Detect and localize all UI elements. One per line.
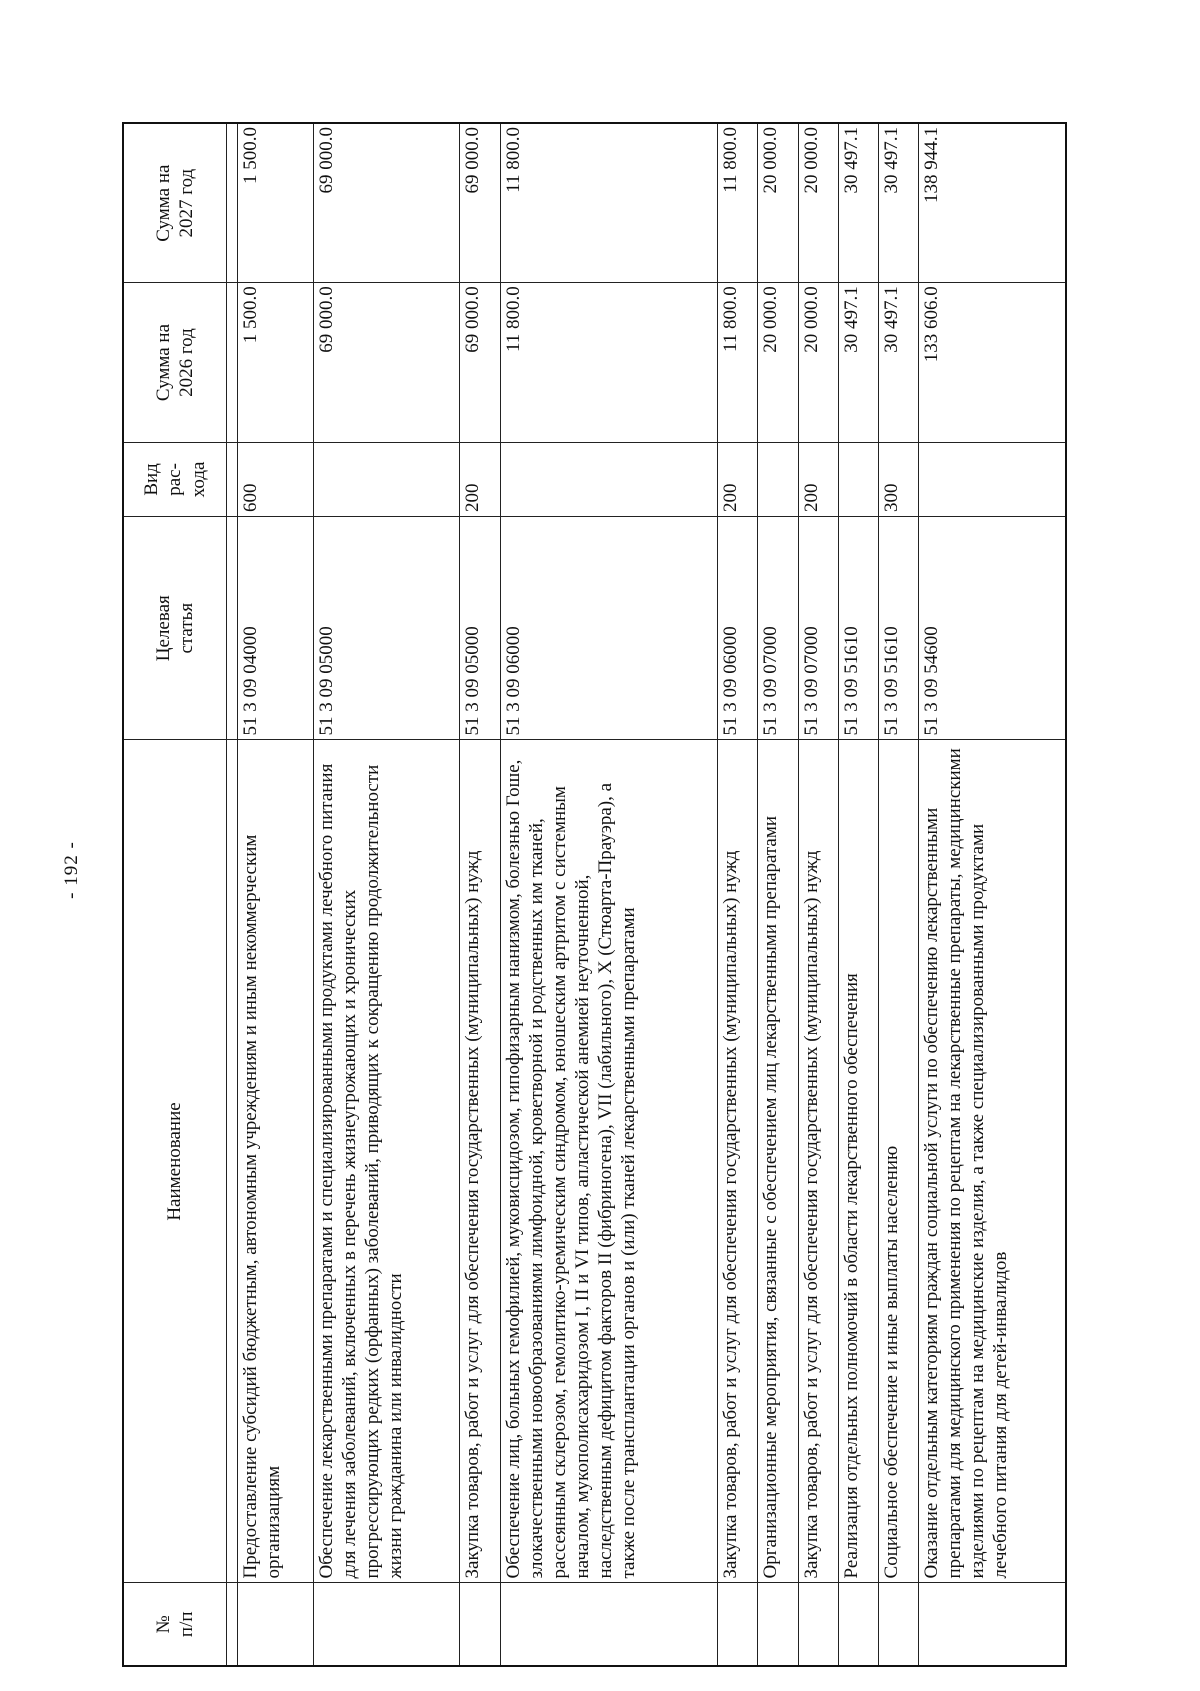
header-kind: Вид рас- хода	[123, 442, 227, 516]
row-kind: 200	[460, 442, 500, 516]
header-sum-2026: Сумма на 2026 год	[123, 283, 227, 443]
table-header-row	[123, 123, 227, 1666]
table-row	[460, 123, 500, 1666]
table-row	[838, 123, 878, 1666]
row-name: Социальное обеспечение и иные выплаты населению	[878, 740, 918, 1583]
row-code: 51 3 09 51610	[878, 516, 918, 740]
row-kind	[918, 442, 1066, 516]
row-sum-2027: 30 497.1	[878, 123, 918, 283]
row-no	[838, 1583, 878, 1666]
row-code: 51 3 09 05000	[460, 516, 500, 740]
row-code: 51 3 09 06000	[718, 516, 758, 740]
row-code: 51 3 09 06000	[500, 516, 718, 740]
table-row	[798, 123, 838, 1666]
row-sum-2026: 1 500.0	[238, 283, 314, 443]
table-row	[758, 123, 798, 1666]
table-row	[878, 123, 918, 1666]
row-name: Реализация отдельных полномочий в области лекарственного обеспечения	[838, 740, 878, 1583]
row-sum-2026: 30 497.1	[838, 283, 878, 443]
row-no	[313, 1583, 460, 1666]
row-name: Оказание отдельным категориям граждан социальной услуги по обеспечению лекарственными препаратами для медицинского применения по рецептам на лекарственные препараты, медицинскими изделиями по рецептам на медицинские изделия, а также специализированными продуктами лечебного питания для детей-инвалидов	[918, 740, 1066, 1583]
row-sum-2027: 69 000.0	[313, 123, 460, 283]
table-row	[918, 123, 1066, 1666]
row-sum-2027: 30 497.1	[838, 123, 878, 283]
row-sum-2027: 1 500.0	[238, 123, 314, 283]
header-sum-2027: Сумма на 2027 год	[123, 123, 227, 283]
row-name: Организационные мероприятия, связанные с обеспечением лиц лекарственными препаратами	[758, 740, 798, 1583]
row-sum-2026: 69 000.0	[313, 283, 460, 443]
row-kind: 300	[878, 442, 918, 516]
budget-table	[122, 122, 1067, 1667]
row-code: 51 3 09 51610	[838, 516, 878, 740]
row-no	[238, 1583, 314, 1666]
row-sum-2027: 20 000.0	[758, 123, 798, 283]
row-kind	[500, 442, 718, 516]
row-code: 51 3 09 07000	[798, 516, 838, 740]
header-no: № п/п	[123, 1583, 227, 1666]
row-name: Закупка товаров, работ и услуг для обеспечения государственных (муниципальных) нужд	[460, 740, 500, 1583]
row-code: 51 3 09 05000	[313, 516, 460, 740]
row-code: 51 3 09 54600	[918, 516, 1066, 740]
row-kind	[838, 442, 878, 516]
page-number: - 192 -	[61, 841, 82, 899]
row-name: Обеспечение лиц, больных гемофилией, муковисцидозом, гипофизарным нанизмом, болезнью Гоше, злокачественными новообразованиями лимфоидной, кроветворной и родственных им тканей, рассеянным склерозом, гемолитико-уремическим синдромом, юношеским артритом с системным началом, мукополисахаридозом I, II и VI типов, апластической анемией неуточненной, наследственным дефицитом факторов II (фибриногена), VII (лабильного), X (Стюарта-Прауэра), а также после трансплантации органов и (или) тканей лекарственными препаратами	[500, 740, 718, 1583]
row-name: Закупка товаров, работ и услуг для обеспечения государственных (муниципальных) нужд	[718, 740, 758, 1583]
row-name: Закупка товаров, работ и услуг для обеспечения государственных (муниципальных) нужд	[798, 740, 838, 1583]
row-no	[758, 1583, 798, 1666]
row-sum-2027: 138 944.1	[918, 123, 1066, 283]
row-sum-2026: 20 000.0	[798, 283, 838, 443]
row-sum-2026: 69 000.0	[460, 283, 500, 443]
budget-table-rotated	[122, 122, 1067, 1667]
row-sum-2026: 11 800.0	[500, 283, 718, 443]
row-sum-2026: 133 606.0	[918, 283, 1066, 443]
row-kind	[313, 442, 460, 516]
row-no	[718, 1583, 758, 1666]
header-spacer-row	[227, 123, 238, 1666]
table-row	[238, 123, 314, 1666]
header-name: Наименование	[123, 740, 227, 1583]
row-name: Обеспечение лекарственными препаратами и специализированными продуктами лечебного питания для лечения заболеваний, включенных в перечень жизнеугрожающих и хронических прогрессирующих редких (орфанных) заболеваний, приводящих к сокращению продолжительности жизни гражданина или инвалидности	[313, 740, 460, 1583]
row-sum-2026: 20 000.0	[758, 283, 798, 443]
row-no	[878, 1583, 918, 1666]
row-kind	[758, 442, 798, 516]
row-no	[798, 1583, 838, 1666]
header-code: Целевая статья	[123, 516, 227, 740]
row-sum-2027: 11 800.0	[500, 123, 718, 283]
row-kind: 200	[798, 442, 838, 516]
table-row	[500, 123, 718, 1666]
row-sum-2027: 20 000.0	[798, 123, 838, 283]
row-sum-2027: 69 000.0	[460, 123, 500, 283]
table-row	[313, 123, 460, 1666]
row-sum-2026: 30 497.1	[878, 283, 918, 443]
row-code: 51 3 09 04000	[238, 516, 314, 740]
row-kind: 200	[718, 442, 758, 516]
row-sum-2026: 11 800.0	[718, 283, 758, 443]
row-sum-2027: 11 800.0	[718, 123, 758, 283]
row-no	[918, 1583, 1066, 1666]
row-no	[500, 1583, 718, 1666]
row-name: Предоставление субсидий бюджетным, автономным учреждениям и иным некоммерческим организациям	[238, 740, 314, 1583]
table-row	[718, 123, 758, 1666]
row-code: 51 3 09 07000	[758, 516, 798, 740]
row-no	[460, 1583, 500, 1666]
row-kind: 600	[238, 442, 314, 516]
